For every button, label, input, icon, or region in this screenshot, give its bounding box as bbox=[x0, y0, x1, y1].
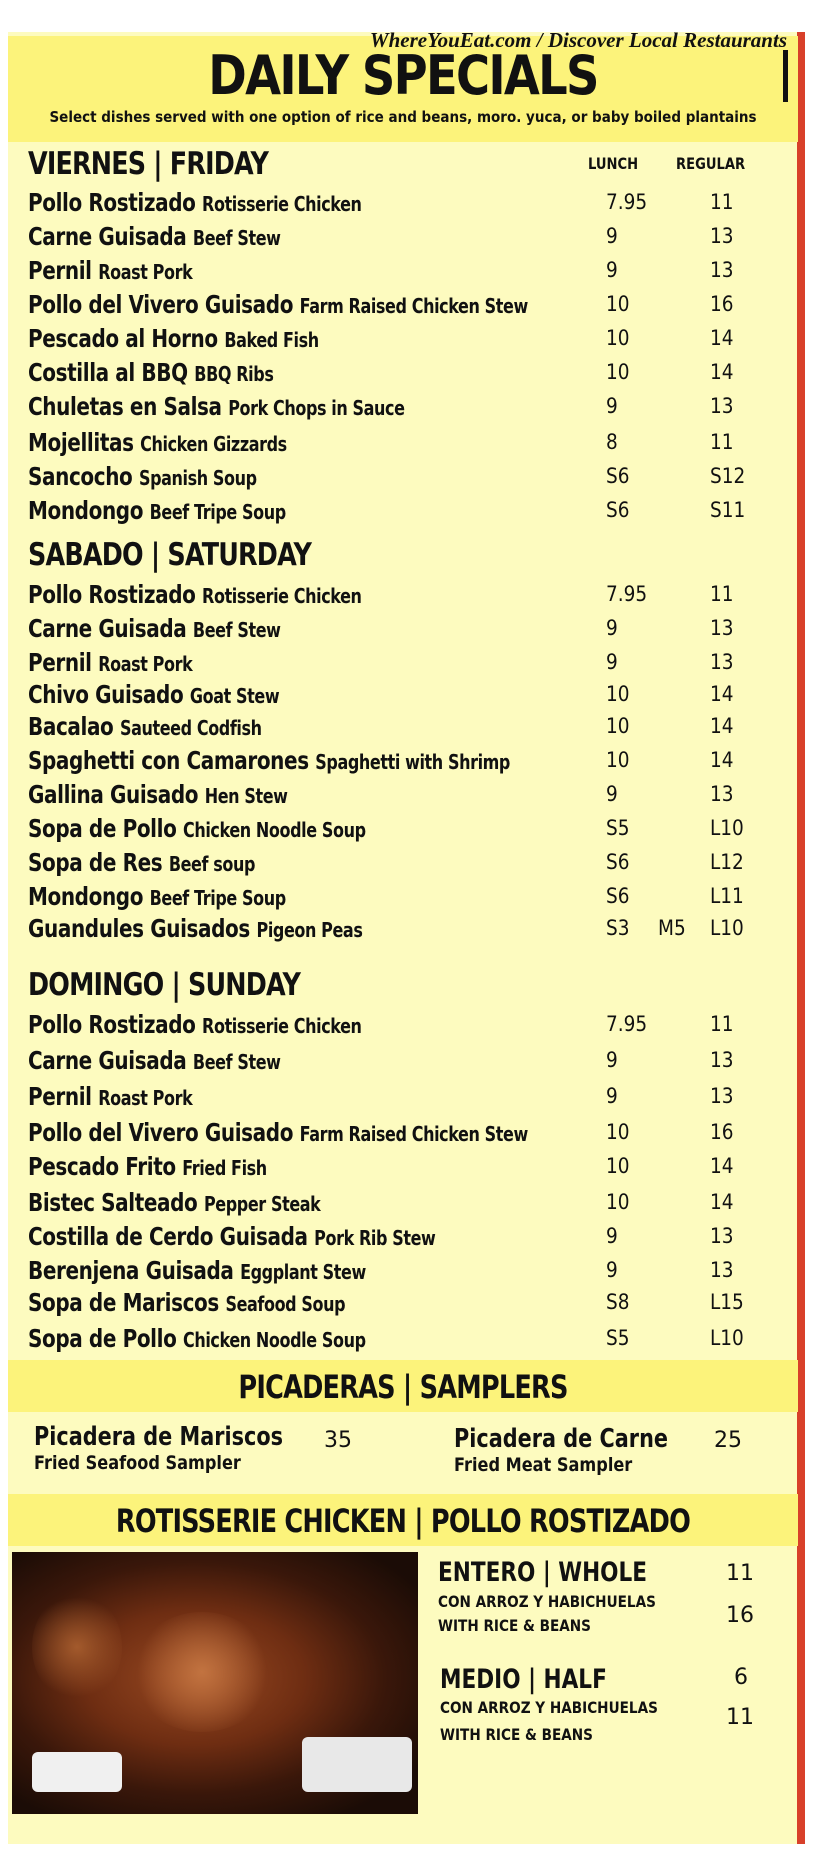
dish-name-english: Roast Pork bbox=[98, 652, 193, 676]
dish-name-spanish: Bacalao bbox=[28, 712, 114, 741]
regular-price: 13 bbox=[710, 1084, 734, 1108]
dish-name-english: Pepper Steak bbox=[203, 1192, 321, 1216]
dish-name bbox=[28, 496, 286, 525]
lunch-price: 7.95 bbox=[606, 582, 648, 606]
dish-name-english: BBQ Ribs bbox=[194, 362, 274, 386]
dish-name bbox=[28, 914, 362, 943]
dish-name bbox=[28, 848, 255, 877]
dish-name-spanish: Guandules Guisados bbox=[28, 914, 250, 943]
lunch-price: 9 bbox=[606, 650, 618, 674]
regular-price: 11 bbox=[710, 190, 734, 214]
dish-name-english: Seafood Soup bbox=[225, 1292, 346, 1316]
dish-name bbox=[28, 358, 273, 387]
dish-name-spanish: Bistec Salteado bbox=[28, 1188, 198, 1217]
dish-name-english: Chicken Gizzards bbox=[140, 432, 287, 456]
menu-item-row bbox=[28, 496, 788, 528]
lunch-price: 10 bbox=[606, 1120, 630, 1144]
dish-name bbox=[28, 780, 288, 809]
dish-name-spanish: Costilla de Cerdo Guisada bbox=[28, 1222, 308, 1251]
menu-item-row bbox=[28, 1082, 788, 1114]
regular-price: 11 bbox=[710, 582, 734, 606]
sampler-meat-price: 25 bbox=[714, 1428, 742, 1453]
regular-price: 11 bbox=[710, 1012, 734, 1036]
regular-price: 14 bbox=[710, 682, 734, 706]
dish-name-spanish: Pernil bbox=[28, 1082, 92, 1111]
dish-name-spanish: Sopa de Mariscos bbox=[28, 1288, 219, 1317]
dish-name-english: Pork Rib Stew bbox=[314, 1226, 436, 1250]
dish-name-spanish: Berenjena Guisada bbox=[28, 1256, 234, 1285]
dish-name bbox=[28, 1222, 435, 1251]
sampler-meat-sub: Fried Meat Sampler bbox=[454, 1454, 633, 1476]
lunch-price: 10 bbox=[606, 1154, 630, 1178]
sampler-meat-name: Picadera de Carne bbox=[454, 1424, 668, 1454]
menu-item-row bbox=[28, 680, 788, 712]
rotisserie-band bbox=[8, 1494, 798, 1546]
whole-price: 11 bbox=[726, 1561, 754, 1586]
dish-name-spanish: Pollo Rostizado bbox=[28, 188, 196, 217]
menu-item-row bbox=[28, 1188, 788, 1220]
regular-price: 13 bbox=[710, 1258, 734, 1282]
regular-price: L10 bbox=[710, 1326, 744, 1350]
dish-name-spanish: Pernil bbox=[28, 648, 92, 677]
samplers-heading: PICADERAS | SAMPLERS bbox=[238, 1368, 568, 1406]
half-price: 6 bbox=[734, 1665, 748, 1690]
dish-name-spanish: Pernil bbox=[28, 256, 92, 285]
dish-name-spanish: Carne Guisada bbox=[28, 614, 187, 643]
regular-price: 14 bbox=[710, 1154, 734, 1178]
dish-name-spanish: Pollo del Vivero Guisado bbox=[28, 290, 294, 319]
lunch-column-header: LUNCH bbox=[588, 154, 639, 173]
dish-name-english: Pigeon Peas bbox=[256, 918, 363, 942]
dish-name bbox=[28, 1046, 281, 1075]
regular-column-header: REGULAR bbox=[676, 154, 746, 173]
lunch-price: 7.95 bbox=[606, 1012, 648, 1036]
regular-price: 13 bbox=[710, 650, 734, 674]
dish-name bbox=[28, 1324, 366, 1353]
lunch-price: 10 bbox=[606, 1190, 630, 1214]
dish-name-english: Rotisserie Chicken bbox=[202, 584, 362, 608]
dish-name bbox=[28, 882, 286, 911]
regular-price: 16 bbox=[710, 1120, 734, 1144]
dish-name-english: Fried Fish bbox=[182, 1156, 267, 1180]
dish-name bbox=[28, 1010, 362, 1039]
lunch-price: 10 bbox=[606, 748, 630, 772]
menu-item-row bbox=[28, 1010, 788, 1042]
menu-item-row bbox=[28, 882, 788, 914]
menu-item-row bbox=[28, 1222, 788, 1254]
menu-item-row bbox=[28, 1152, 788, 1184]
saturday-heading: SABADO | SATURDAY bbox=[28, 537, 312, 573]
menu-item-row bbox=[28, 1256, 788, 1288]
lunch-price: S5 bbox=[606, 816, 630, 840]
page-subtitle: Select dishes served with one option of rice and beans, moro. yuca, or baby boiled plantains bbox=[49, 108, 757, 126]
regular-price: 14 bbox=[710, 360, 734, 384]
lunch-price: 8 bbox=[606, 430, 618, 454]
dish-name-english: Beef Stew bbox=[192, 226, 281, 250]
regular-price: 13 bbox=[710, 258, 734, 282]
dish-name-spanish: Carne Guisada bbox=[28, 1046, 187, 1075]
lunch-price: S8 bbox=[606, 1290, 630, 1314]
menu-item-row bbox=[28, 780, 788, 812]
lunch-price: 7.95 bbox=[606, 190, 648, 214]
menu-item-row bbox=[28, 324, 788, 356]
dish-name-english: Roast Pork bbox=[98, 1086, 193, 1110]
whole-sub-es: CON ARROZ Y HABICHUELAS bbox=[438, 1592, 656, 1611]
dish-name-spanish: Spaghetti con Camarones bbox=[28, 746, 309, 775]
dish-name-english: Roast Pork bbox=[98, 260, 193, 284]
regular-price: L12 bbox=[710, 850, 744, 874]
menu-item-row bbox=[28, 1324, 788, 1356]
dish-name-english: Spanish Soup bbox=[138, 466, 257, 490]
half-sub-es: CON ARROZ Y HABICHUELAS bbox=[440, 1698, 658, 1717]
regular-price: 13 bbox=[710, 782, 734, 806]
dish-name-english: Beef Tripe Soup bbox=[149, 886, 286, 910]
whole-title: ENTERO | WHOLE bbox=[438, 1557, 648, 1588]
dish-name-english: Baked Fish bbox=[224, 328, 319, 352]
dish-name-spanish: Mondongo bbox=[28, 882, 144, 911]
dish-name bbox=[28, 188, 362, 217]
menu-item-row bbox=[28, 580, 788, 612]
sampler-seafood-price: 35 bbox=[324, 1428, 352, 1453]
lunch-price: 10 bbox=[606, 360, 630, 384]
dish-name bbox=[28, 580, 362, 609]
dish-name-spanish: Pollo Rostizado bbox=[28, 580, 196, 609]
regular-price: S12 bbox=[710, 464, 746, 488]
lunch-price: 9 bbox=[606, 782, 618, 806]
whole-sub-en: WITH RICE & BEANS bbox=[438, 1616, 591, 1635]
menu-item-row bbox=[28, 256, 788, 288]
menu-item-row bbox=[28, 188, 788, 220]
menu-item-row bbox=[28, 462, 788, 494]
dish-name bbox=[28, 814, 366, 843]
regular-price: 16 bbox=[710, 292, 734, 316]
regular-price: L10 bbox=[710, 916, 744, 940]
dish-name bbox=[28, 1188, 320, 1217]
menu-item-row bbox=[28, 392, 788, 424]
lunch-price: 9 bbox=[606, 258, 618, 282]
rotisserie-chicken-photo bbox=[12, 1552, 418, 1814]
lunch-price: 9 bbox=[606, 1084, 618, 1108]
dish-name-english: Rotisserie Chicken bbox=[202, 1014, 362, 1038]
dish-name-spanish: Sopa de Pollo bbox=[28, 1324, 177, 1353]
lunch-price: S6 bbox=[606, 498, 630, 522]
regular-price: 14 bbox=[710, 326, 734, 350]
edge-mark bbox=[783, 50, 788, 102]
watermark: WhereYouEat.com / Discover Local Restaurants bbox=[369, 28, 787, 52]
dish-name-english: Eggplant Stew bbox=[240, 1260, 366, 1284]
rotisserie-heading: ROTISSERIE CHICKEN | POLLO ROSTIZADO bbox=[115, 1502, 691, 1540]
dish-name-english: Spaghetti with Shrimp bbox=[315, 750, 510, 774]
dish-name-spanish: Sopa de Pollo bbox=[28, 814, 177, 843]
menu-item-row bbox=[28, 614, 788, 646]
lunch-price: 9 bbox=[606, 616, 618, 640]
dish-name bbox=[28, 1288, 345, 1317]
dish-name-english: Farm Raised Chicken Stew bbox=[299, 1122, 528, 1146]
sampler-seafood-sub: Fried Seafood Sampler bbox=[34, 1452, 241, 1474]
dish-name bbox=[28, 392, 405, 421]
dish-name-english: Goat Stew bbox=[189, 684, 280, 708]
page-title: DAILY SPECIALS bbox=[208, 44, 598, 107]
dish-name bbox=[28, 680, 279, 709]
dish-name bbox=[28, 290, 528, 319]
regular-price: L10 bbox=[710, 816, 744, 840]
medium-price: M5 bbox=[658, 916, 686, 940]
regular-price: 14 bbox=[710, 714, 734, 738]
friday-heading: VIERNES | FRIDAY bbox=[28, 146, 269, 182]
dish-name-spanish: Costilla al BBQ bbox=[28, 358, 188, 387]
dish-name-english: Hen Stew bbox=[204, 784, 288, 808]
lunch-price: 10 bbox=[606, 714, 630, 738]
lunch-price: S5 bbox=[606, 1326, 630, 1350]
dish-name-spanish: Chuletas en Salsa bbox=[28, 392, 222, 421]
dish-name bbox=[28, 1118, 528, 1147]
menu-item-row bbox=[28, 746, 788, 778]
lunch-price: 10 bbox=[606, 292, 630, 316]
dish-name-spanish: Sancocho bbox=[28, 462, 133, 491]
dish-name-spanish: Pollo Rostizado bbox=[28, 1010, 196, 1039]
regular-price: 13 bbox=[710, 224, 734, 248]
half-sub-en: WITH RICE & BEANS bbox=[440, 1725, 593, 1744]
dish-name-spanish: Gallina Guisado bbox=[28, 780, 199, 809]
menu-item-row bbox=[28, 290, 788, 322]
dish-name-spanish: Pescado Frito bbox=[28, 1152, 176, 1181]
lunch-price: 9 bbox=[606, 1048, 618, 1072]
sampler-seafood-name: Picadera de Mariscos bbox=[34, 1422, 284, 1452]
samplers-band bbox=[8, 1360, 798, 1412]
dish-name bbox=[28, 324, 319, 353]
dish-name-spanish: Carne Guisada bbox=[28, 222, 187, 251]
menu-item-row bbox=[28, 1046, 788, 1078]
whole-rice-price: 16 bbox=[726, 1603, 754, 1628]
regular-price: 13 bbox=[710, 1048, 734, 1072]
half-title: MEDIO | HALF bbox=[440, 1664, 607, 1695]
dish-name-english: Beef Tripe Soup bbox=[149, 500, 286, 524]
dish-name bbox=[28, 648, 192, 677]
regular-price: 13 bbox=[710, 616, 734, 640]
dish-name-english: Sauteed Codfish bbox=[119, 716, 262, 740]
lunch-price: 9 bbox=[606, 394, 618, 418]
dish-name-english: Beef soup bbox=[168, 852, 256, 876]
lunch-price: 10 bbox=[606, 682, 630, 706]
dish-name-spanish: Mondongo bbox=[28, 496, 144, 525]
dish-name-spanish: Chivo Guisado bbox=[28, 680, 184, 709]
dish-name bbox=[28, 1256, 366, 1285]
regular-price: 13 bbox=[710, 394, 734, 418]
regular-price: 13 bbox=[710, 1224, 734, 1248]
sunday-heading: DOMINGO | SUNDAY bbox=[28, 967, 301, 1003]
lunch-price: S6 bbox=[606, 850, 630, 874]
menu-item-row bbox=[28, 848, 788, 880]
lunch-price: S3 bbox=[606, 916, 630, 940]
half-rice-price: 11 bbox=[726, 1705, 754, 1730]
lunch-price: 9 bbox=[606, 1224, 618, 1248]
dish-name bbox=[28, 712, 262, 741]
menu-item-row bbox=[28, 1118, 788, 1150]
menu-item-row bbox=[28, 814, 788, 846]
dish-name-spanish: Mojellitas bbox=[28, 428, 134, 457]
dish-name bbox=[28, 462, 257, 491]
regular-price: L15 bbox=[710, 1290, 744, 1314]
regular-price: L11 bbox=[710, 884, 744, 908]
dish-name bbox=[28, 1082, 192, 1111]
dish-name-spanish: Pescado al Horno bbox=[28, 324, 218, 353]
dish-name bbox=[28, 1152, 267, 1181]
dish-name-english: Farm Raised Chicken Stew bbox=[299, 294, 528, 318]
lunch-price: 9 bbox=[606, 1258, 618, 1282]
dish-name bbox=[28, 428, 287, 457]
menu-item-row bbox=[28, 358, 788, 390]
lunch-price: 10 bbox=[606, 326, 630, 350]
lunch-price: S6 bbox=[606, 884, 630, 908]
menu-item-row bbox=[28, 428, 788, 460]
regular-price: S11 bbox=[710, 498, 746, 522]
regular-price: 11 bbox=[710, 430, 734, 454]
dish-name-english: Pork Chops in Sauce bbox=[228, 396, 405, 420]
dish-name bbox=[28, 614, 281, 643]
dish-name-english: Chicken Noodle Soup bbox=[183, 818, 366, 842]
lunch-price: 9 bbox=[606, 224, 618, 248]
dish-name bbox=[28, 746, 510, 775]
dish-name-spanish: Sopa de Res bbox=[28, 848, 163, 877]
dish-name-english: Beef Stew bbox=[192, 1050, 281, 1074]
dish-name-spanish: Pollo del Vivero Guisado bbox=[28, 1118, 294, 1147]
dish-name bbox=[28, 222, 281, 251]
menu-item-row bbox=[28, 222, 788, 254]
dish-name-english: Rotisserie Chicken bbox=[202, 192, 362, 216]
lunch-price: S6 bbox=[606, 464, 630, 488]
dish-name-english: Chicken Noodle Soup bbox=[183, 1328, 366, 1352]
regular-price: 14 bbox=[710, 748, 734, 772]
menu-item-row bbox=[28, 648, 788, 680]
dish-name-english: Beef Stew bbox=[192, 618, 281, 642]
dish-name bbox=[28, 256, 192, 285]
menu-item-row bbox=[28, 1288, 788, 1320]
regular-price: 14 bbox=[710, 1190, 734, 1214]
menu-item-row bbox=[28, 712, 788, 744]
menu-item-row bbox=[28, 914, 788, 946]
